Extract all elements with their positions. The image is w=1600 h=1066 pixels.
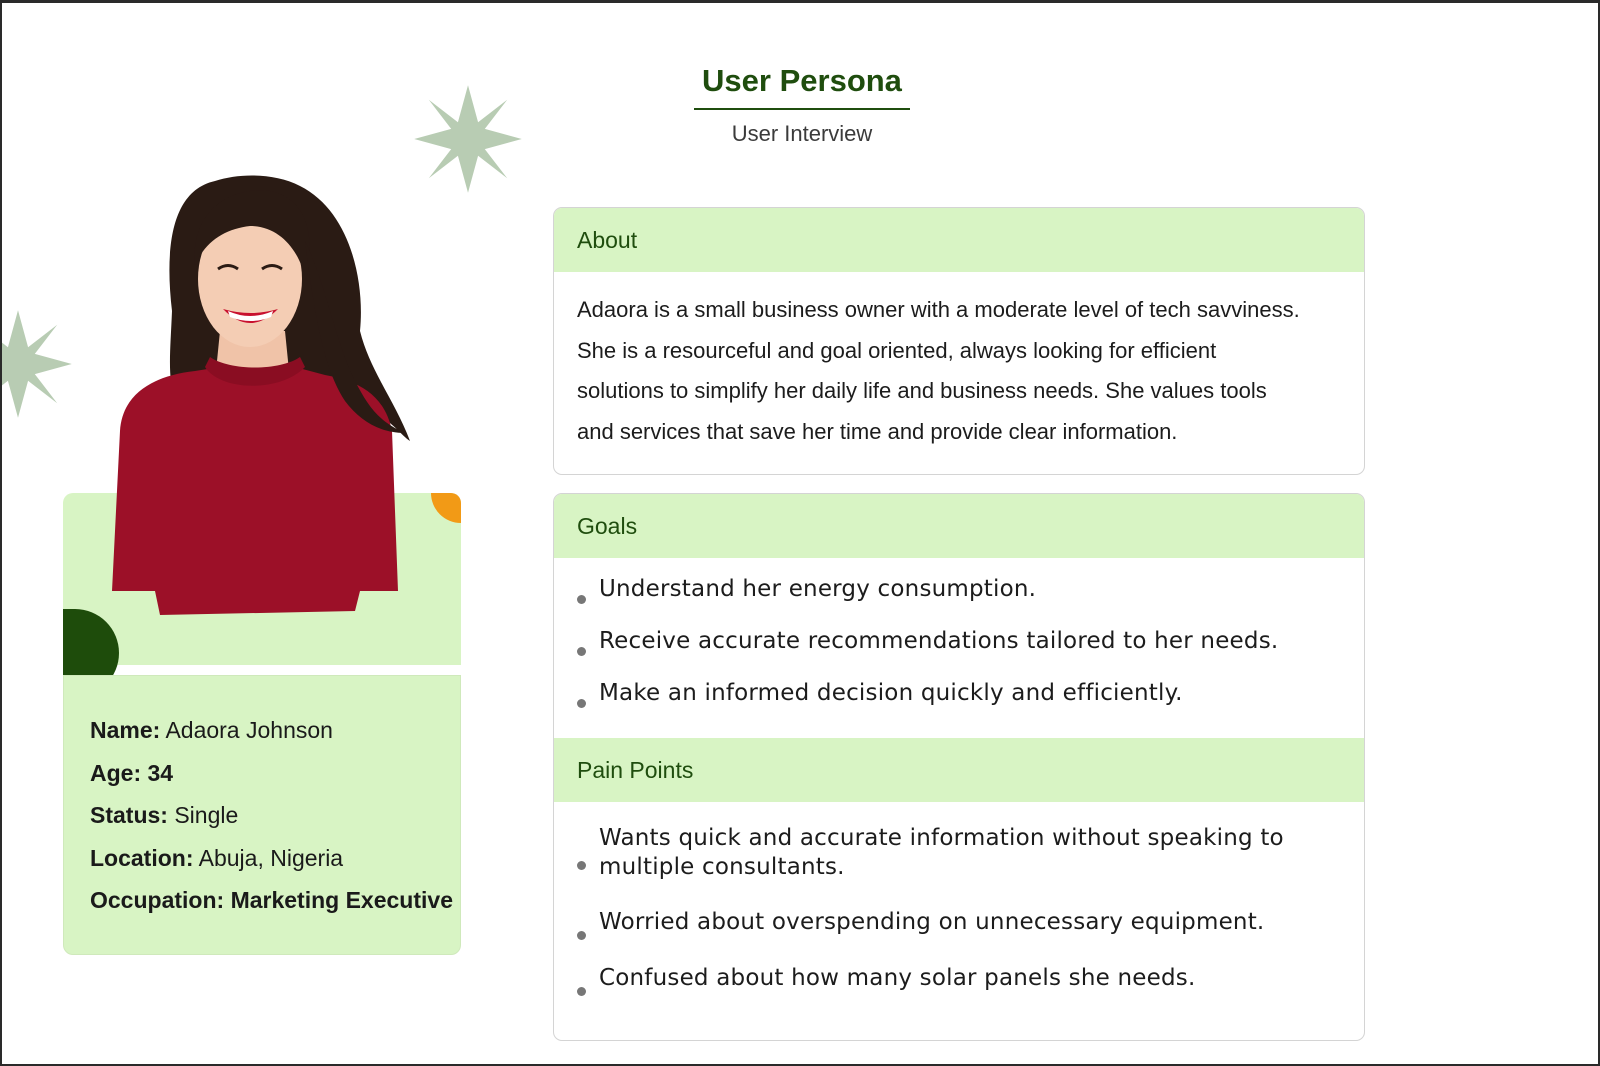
pain-points-heading: Pain Points [554, 738, 1364, 802]
list-item [577, 824, 1341, 908]
about-heading: About [554, 208, 1364, 272]
list-item [577, 574, 1341, 626]
status-value: Single [174, 802, 239, 828]
profile-age [90, 752, 453, 795]
list-item [577, 908, 1341, 964]
name-value: Adaora Johnson [165, 717, 333, 743]
page-title: User Persona [702, 63, 902, 98]
occupation-label: Occupation: [90, 887, 225, 913]
pain-points-list [554, 802, 1364, 1020]
goals-heading: Goals [554, 494, 1364, 558]
profile-location [90, 837, 453, 880]
pain-point-text: Confused about how many solar panels she needs. [599, 965, 1196, 991]
location-label: Location: [90, 844, 194, 871]
occupation-value: Marketing Executive [230, 887, 453, 913]
persona-photo [110, 171, 420, 627]
bullet-dot-icon [577, 595, 586, 604]
bullet-dot-icon [577, 931, 586, 940]
profile-occupation [90, 879, 453, 922]
age-value: 34 [147, 759, 174, 786]
goals-pain-card [553, 493, 1365, 1041]
list-item [577, 626, 1341, 678]
list-item [577, 678, 1341, 730]
list-item [577, 964, 1341, 1020]
location-value: Abuja, Nigeria [198, 844, 344, 871]
about-card [553, 207, 1365, 475]
goals-list [554, 558, 1364, 730]
pain-point-text: Worried about overspending on unnecessary equipment. [599, 909, 1265, 935]
bullet-dot-icon [577, 699, 586, 708]
bullet-dot-icon [577, 647, 586, 656]
profile-divider [63, 665, 461, 675]
about-line: Adaora is a small business owner with a moderate level of tech savviness. [577, 297, 1300, 322]
goal-text: Understand her energy consumption. [599, 576, 1037, 602]
decorative-star-icon [0, 308, 74, 420]
profile-info [90, 709, 453, 922]
title-underline [694, 108, 910, 110]
about-line: and services that save her time and provide clear information. [577, 418, 1178, 444]
decorative-star-icon [412, 83, 524, 195]
profile-status [90, 794, 453, 837]
bullet-dot-icon [577, 987, 586, 996]
status-label: Status: [90, 802, 168, 828]
goal-text: Receive accurate recommendations tailored to her needs. [599, 628, 1279, 654]
pain-point-text: Wants quick and accurate information without speaking to multiple consultants. [599, 825, 1284, 880]
goal-text: Make an informed decision quickly and efficiently. [599, 680, 1183, 706]
about-line: She is a resourceful and goal oriented, always looking for efficient [577, 337, 1217, 363]
name-label: Name: [90, 717, 161, 743]
about-line: solutions to simplify her daily life and business needs. She values tools [577, 378, 1267, 403]
bullet-dot-icon [577, 861, 586, 870]
about-text [554, 272, 1364, 452]
profile-name [90, 709, 453, 752]
age-label: Age: [90, 759, 142, 786]
page-subtitle: User Interview [731, 121, 873, 146]
